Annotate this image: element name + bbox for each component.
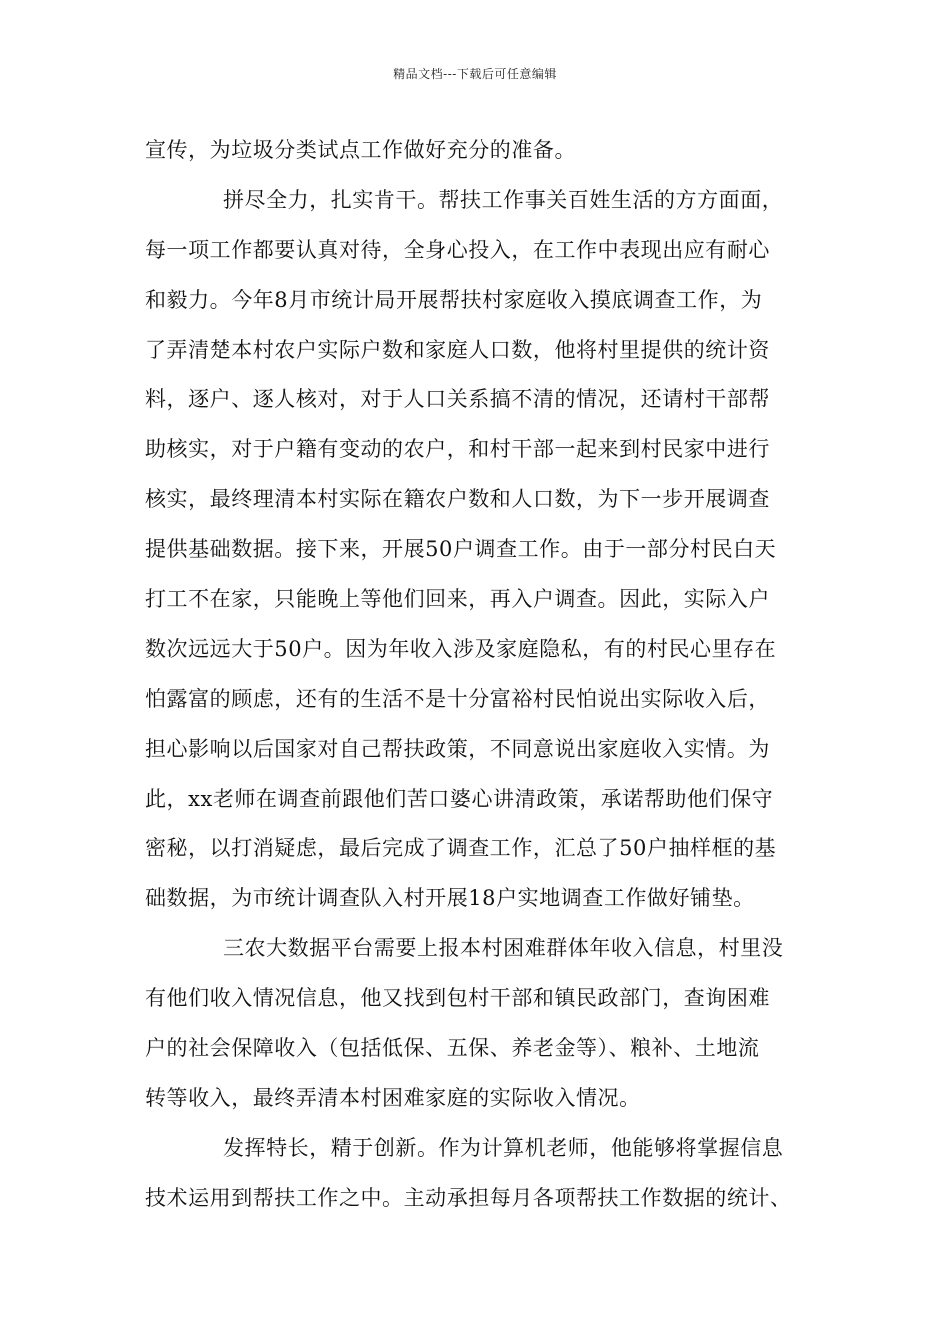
text-line: 数次远远大于50户。因为年收入涉及家庭隐私，有的村民心里存在 (145, 636, 777, 661)
text-line: 提供基础数据。接下来，开展50户调查工作。由于一部分村民白天 (145, 537, 777, 562)
text-line: 了弄清楚本村农户实际户数和家庭人口数，他将村里提供的统计资 (145, 337, 770, 362)
text-line: 户的社会保障收入（包括低保、五保、养老金等）、粮补、土地流 (145, 1036, 760, 1061)
text-line: 技术运用到帮扶工作之中。主动承担每月各项帮扶工作数据的统计、 (145, 1185, 792, 1210)
text-line: 发挥特长，精于创新。作为计算机老师，他能够将掌握信息 (223, 1135, 784, 1160)
text-line: 每一项工作都要认真对待，全身心投入，在工作中表现出应有耐心 (145, 237, 770, 262)
text-line: 有他们收入情况信息，他又找到包村干部和镇民政部门，查询困难 (145, 986, 770, 1011)
text-line: 此，xx老师在调查前跟他们苦口婆心讲清政策，承诺帮助他们保守 (145, 786, 774, 811)
text-line: 密秘，以打消疑虑，最后完成了调查工作，汇总了50户抽样框的基 (145, 836, 777, 861)
text-line: 拼尽全力，扎实肯干。帮扶工作事关百姓生活的方方面面， (223, 187, 784, 212)
document-body (145, 130, 825, 1228)
text-line: 宣传，为垃圾分类试点工作做好充分的准备。 (145, 138, 576, 162)
text-line: 打工不在家，只能晚上等他们回来，再入户调查。因此，实际入户 (145, 587, 770, 612)
text-line: 怕露富的顾虑，还有的生活不是十分富裕村民怕说出实际收入后， (145, 686, 770, 711)
text-line: 料，逐户、逐人核对，对于人口关系搞不清的情况，还请村干部帮 (145, 387, 770, 412)
text-line: 和毅力。今年8月市统计局开展帮扶村家庭收入摸底调查工作，为 (145, 287, 763, 312)
text-line: 三农大数据平台需要上报本村困难群体年收入信息，村里没 (223, 936, 784, 961)
text-line: 础数据，为市统计调查队入村开展18户实地调查工作做好铺垫。 (145, 886, 755, 911)
text-line: 助核实，对于户籍有变动的农户，和村干部一起来到村民家中进行 (145, 437, 770, 462)
page-header: 精品文档---下载后可任意编辑 (393, 67, 557, 81)
text-line: 核实，最终理清本村实际在籍农户数和人口数，为下一步开展调查 (145, 487, 770, 512)
text-line: 担心影响以后国家对自己帮扶政策，不同意说出家庭收入实情。为 (145, 736, 770, 761)
text-line: 转等收入，最终弄清本村困难家庭的实际收入情况。 (145, 1085, 641, 1110)
